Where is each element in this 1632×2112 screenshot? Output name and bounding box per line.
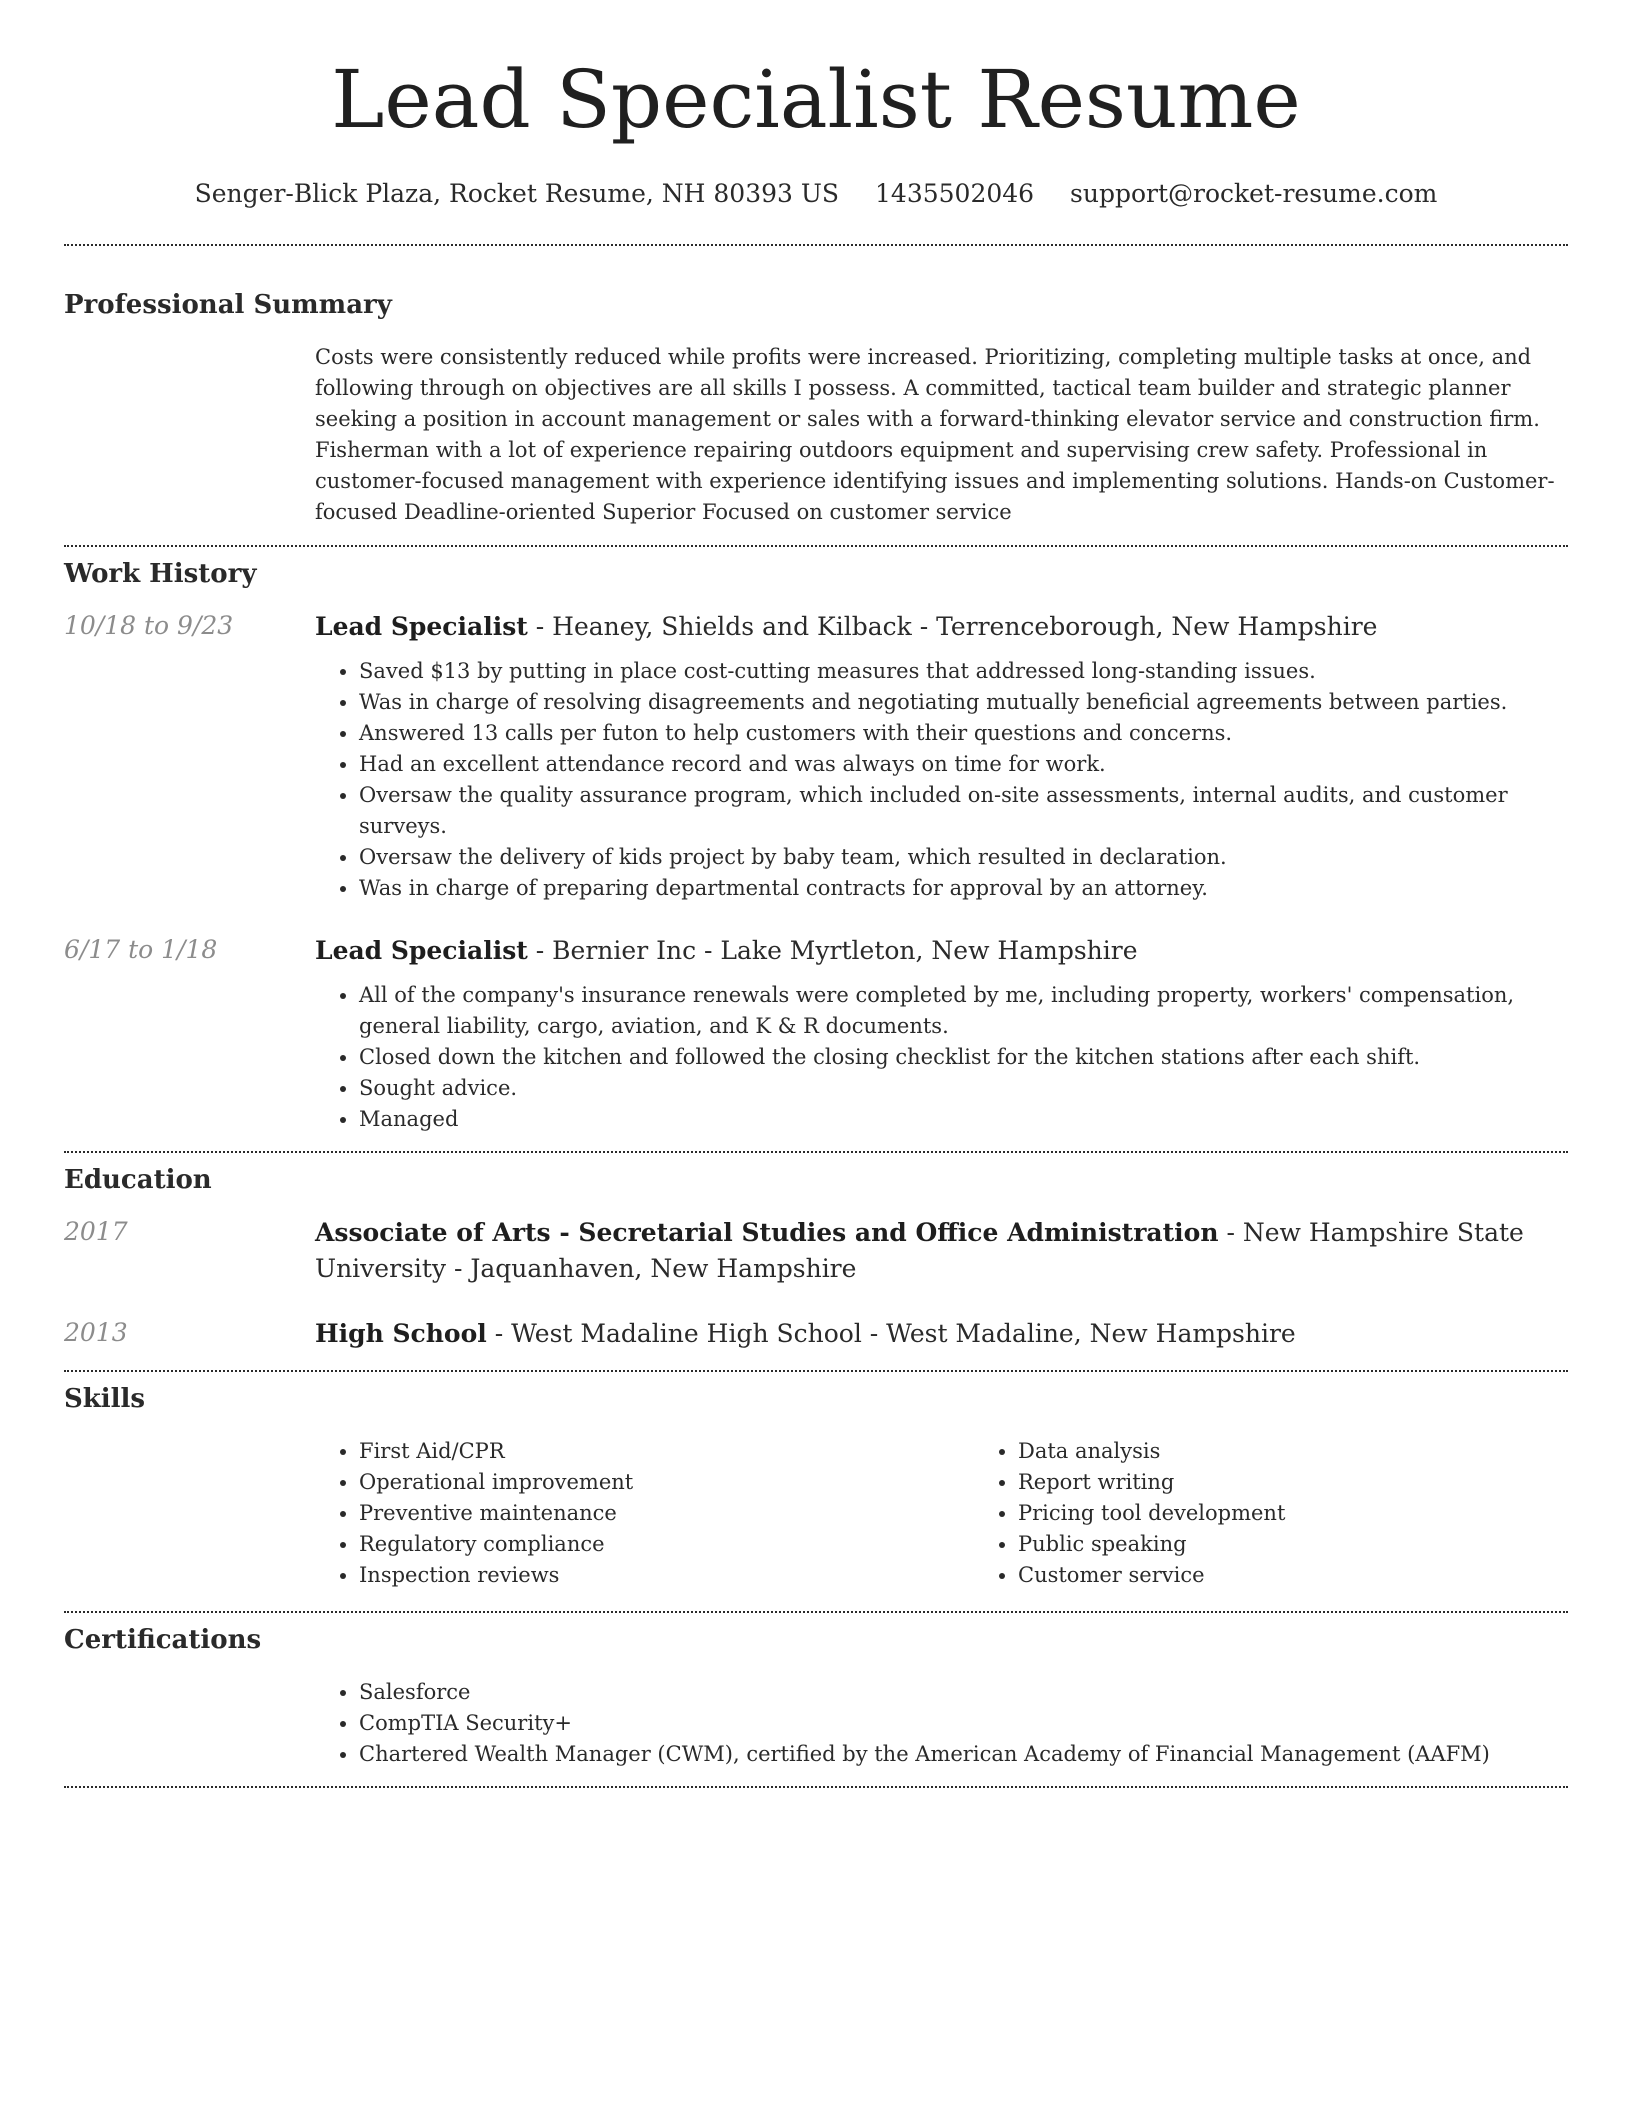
certification-item: • CompTIA Security+ xyxy=(359,1708,1568,1739)
page-title: Lead Specialist Resume xyxy=(331,53,1301,146)
job-content xyxy=(315,609,1568,904)
job-bullets xyxy=(315,980,1568,1135)
education-degree: High School xyxy=(315,1319,487,1348)
job-bullet: • All of the company's insurance renewals were completed by me, including property, workers' compensation, general liability, cargo, aviation, and K & R documents. xyxy=(359,980,1568,1042)
section-divider xyxy=(64,1611,1568,1613)
contact-line xyxy=(64,178,1568,210)
job-entry xyxy=(64,933,1568,1135)
skills-columns xyxy=(315,1436,1632,1591)
section-title-education: Education xyxy=(64,1165,212,1195)
job-dates: 6/17 to 1/18 xyxy=(64,935,218,964)
education-degree: Associate of Arts - Secretarial Studies and Office Administration xyxy=(315,1218,1219,1247)
job-bullet: • Sought advice. xyxy=(359,1073,1568,1104)
job-dates: 10/18 to 9/23 xyxy=(64,611,234,640)
contact-phone: 1435502046 xyxy=(875,179,1035,208)
skill-item: • Report writing xyxy=(1018,1467,1632,1498)
job-bullet: • Was in charge of preparing departmental contracts for approval by an attorney. xyxy=(359,873,1568,904)
job-bullet: • Closed down the kitchen and followed the closing checklist for the kitchen stations after each shift. xyxy=(359,1042,1568,1073)
job-title xyxy=(315,609,1568,645)
job-bullet: • Oversaw the delivery of kids project by baby team, which resulted in declaration. xyxy=(359,842,1568,873)
job-entry xyxy=(64,609,1568,904)
job-bullet: • Had an excellent attendance record and was always on time for work. xyxy=(359,749,1568,780)
job-employer: - Bernier Inc - Lake Myrtleton, New Hampshire xyxy=(527,936,1138,965)
job-bullets xyxy=(315,656,1568,904)
job-role: Lead Specialist xyxy=(315,936,528,965)
section-divider xyxy=(64,244,1568,246)
education-entry xyxy=(64,1215,1568,1287)
job-bullet: • Oversaw the quality assurance program, which included on-site assessments, internal audits, and customer surveys. xyxy=(359,780,1568,842)
section-divider xyxy=(64,545,1568,547)
section-title-skills: Skills xyxy=(64,1384,146,1414)
job-bullet: • Answered 13 calls per futon to help customers with their questions and concerns. xyxy=(359,718,1568,749)
job-content xyxy=(315,933,1568,1135)
job-employer: - Heaney, Shields and Kilback - Terrenceborough, New Hampshire xyxy=(527,612,1378,641)
certifications-content xyxy=(315,1677,1568,1770)
certifications-row xyxy=(64,1677,1568,1770)
job-bullet: • Saved $13 by putting in place cost-cutting measures that addressed long-standing issues. xyxy=(359,656,1568,687)
section-title-work: Work History xyxy=(64,559,257,589)
skill-item: • Preventive maintenance xyxy=(359,1498,974,1529)
section-divider xyxy=(64,1786,1568,1788)
skill-item: • Regulatory compliance xyxy=(359,1529,974,1560)
skills-list-left xyxy=(315,1436,974,1591)
contact-email: support@rocket-resume.com xyxy=(1070,179,1438,208)
skill-item: • Data analysis xyxy=(1018,1436,1632,1467)
summary-text: Costs were consistently reduced while profits were increased. Prioritizing, completing multiple tasks at once, and following through on objectives are all skills I possess. A committed, tactical team builder and strategic planner seeking a position in account management or sales with a forward-thinking elevator service and construction firm. Fisherman with a lot of experience repairing outdoors equipment and supervising crew safety. Professional in customer-focused management with experience identifying issues and implementing solutions. Hands-on Customer-focused Deadline-oriented Superior Focused on customer service xyxy=(315,345,1555,524)
section-title-certifications: Certifications xyxy=(64,1625,262,1655)
skill-item: • Customer service xyxy=(1018,1560,1632,1591)
education-title xyxy=(315,1316,1568,1352)
skill-item: • Public speaking xyxy=(1018,1529,1632,1560)
skills-list-right xyxy=(974,1436,1632,1591)
education-school: - New Hampshire State University - Jaquanhaven, New Hampshire xyxy=(315,1218,1524,1283)
job-role: Lead Specialist xyxy=(315,612,528,641)
job-bullet: • Managed xyxy=(359,1104,1568,1135)
education-title xyxy=(315,1215,1568,1287)
contact-address: Senger-Blick Plaza, Rocket Resume, NH 80393 US xyxy=(194,179,840,208)
certification-item: • Salesforce xyxy=(359,1677,1568,1708)
job-title xyxy=(315,933,1568,969)
resume-header xyxy=(64,0,1568,210)
job-bullet: • Was in charge of resolving disagreements and negotiating mutually beneficial agreements between parties. xyxy=(359,687,1568,718)
skill-item: • Inspection reviews xyxy=(359,1560,974,1591)
section-divider xyxy=(64,1151,1568,1153)
skills-row xyxy=(64,1436,1568,1591)
skill-item: • Operational improvement xyxy=(359,1467,974,1498)
section-title-summary: Professional Summary xyxy=(64,290,392,320)
education-entry xyxy=(64,1316,1568,1352)
certifications-list xyxy=(315,1677,1568,1770)
section-divider xyxy=(64,1370,1568,1372)
skill-item: • First Aid/CPR xyxy=(359,1436,974,1467)
education-year: 2017 xyxy=(64,1217,128,1246)
education-year: 2013 xyxy=(64,1318,128,1347)
certification-item: • Chartered Wealth Manager (CWM), certified by the American Academy of Financial Management (AAFM) xyxy=(359,1739,1568,1770)
education-school: - West Madaline High School - West Madaline, New Hampshire xyxy=(486,1319,1296,1348)
skill-item: • Pricing tool development xyxy=(1018,1498,1632,1529)
summary-row xyxy=(64,342,1568,528)
